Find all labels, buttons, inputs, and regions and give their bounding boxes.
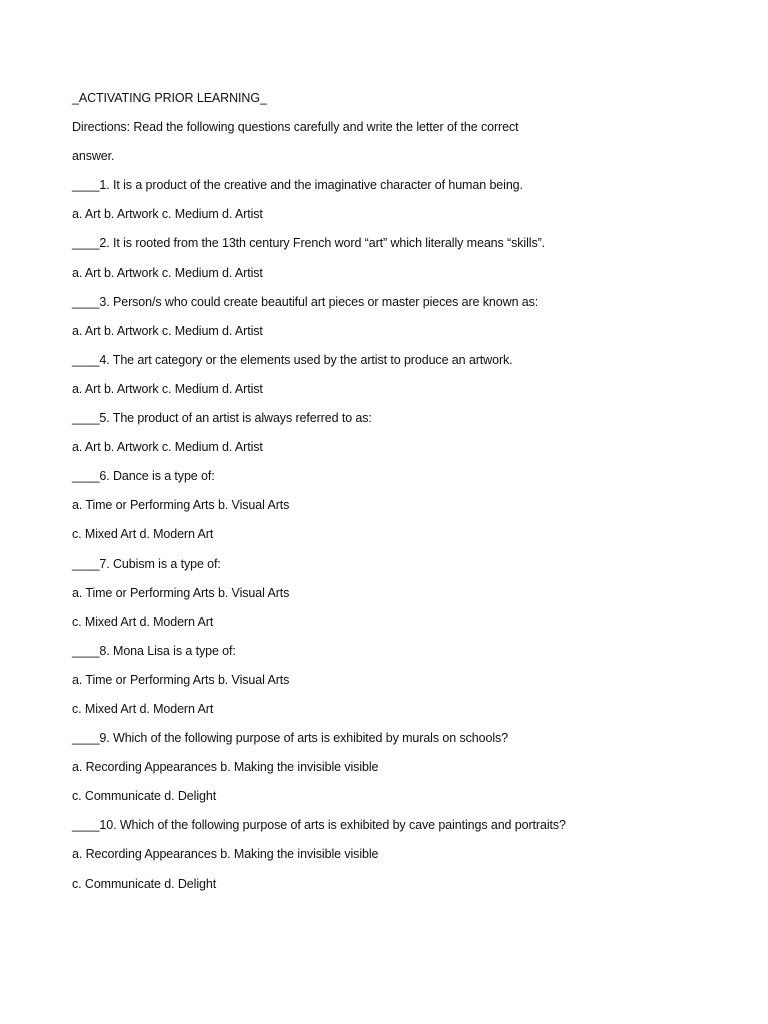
choices-8b: c. Mixed Art d. Modern Art xyxy=(72,701,214,716)
choices-2: a. Art b. Artwork c. Medium d. Artist xyxy=(72,265,263,280)
worksheet-body xyxy=(72,84,712,899)
question-1: ____1. It is a product of the creative and the imaginative character of human being. xyxy=(72,178,523,193)
document-title: _ACTIVATING PRIOR LEARNING_ xyxy=(72,91,267,105)
choices-10a: a. Recording Appearances b. Making the invisible visible xyxy=(72,847,379,862)
question-9: ____9. Which of the following purpose of arts is exhibited by murals on schools? xyxy=(72,731,508,746)
directions-line: Directions: Read the following questions carefully and write the letter of the correct xyxy=(72,120,519,135)
question-3: ____3. Person/s who could create beautiful art pieces or master pieces are known as: xyxy=(72,294,539,309)
question-2: ____2. It is rooted from the 13th century French word “art” which literally means “skills”. xyxy=(72,236,546,251)
question-5: ____5. The product of an artist is always referred to as: xyxy=(72,411,372,426)
choices-9b: c. Communicate d. Delight xyxy=(72,789,217,804)
question-8: ____8. Mona Lisa is a type of: xyxy=(72,643,236,658)
question-6: ____6. Dance is a type of: xyxy=(72,469,215,484)
question-4: ____4. The art category or the elements used by the artist to produce an artwork. xyxy=(72,352,513,367)
choices-7a: a. Time or Performing Arts b. Visual Arts xyxy=(72,585,290,600)
directions-line: answer. xyxy=(72,149,115,164)
choices-6b: c. Mixed Art d. Modern Art xyxy=(72,527,214,542)
choices-1: a. Art b. Artwork c. Medium d. Artist xyxy=(72,207,263,222)
choices-9a: a. Recording Appearances b. Making the invisible visible xyxy=(72,760,379,775)
choices-10b: c. Communicate d. Delight xyxy=(72,876,217,891)
choices-5: a. Art b. Artwork c. Medium d. Artist xyxy=(72,440,263,455)
question-10: ____10. Which of the following purpose of arts is exhibited by cave paintings and portraits? xyxy=(72,818,566,833)
choices-6a: a. Time or Performing Arts b. Visual Arts xyxy=(72,498,290,513)
choices-4: a. Art b. Artwork c. Medium d. Artist xyxy=(72,381,263,396)
choices-3: a. Art b. Artwork c. Medium d. Artist xyxy=(72,323,263,338)
choices-7b: c. Mixed Art d. Modern Art xyxy=(72,614,214,629)
question-7: ____7. Cubism is a type of: xyxy=(72,556,221,571)
choices-8a: a. Time or Performing Arts b. Visual Arts xyxy=(72,672,290,687)
